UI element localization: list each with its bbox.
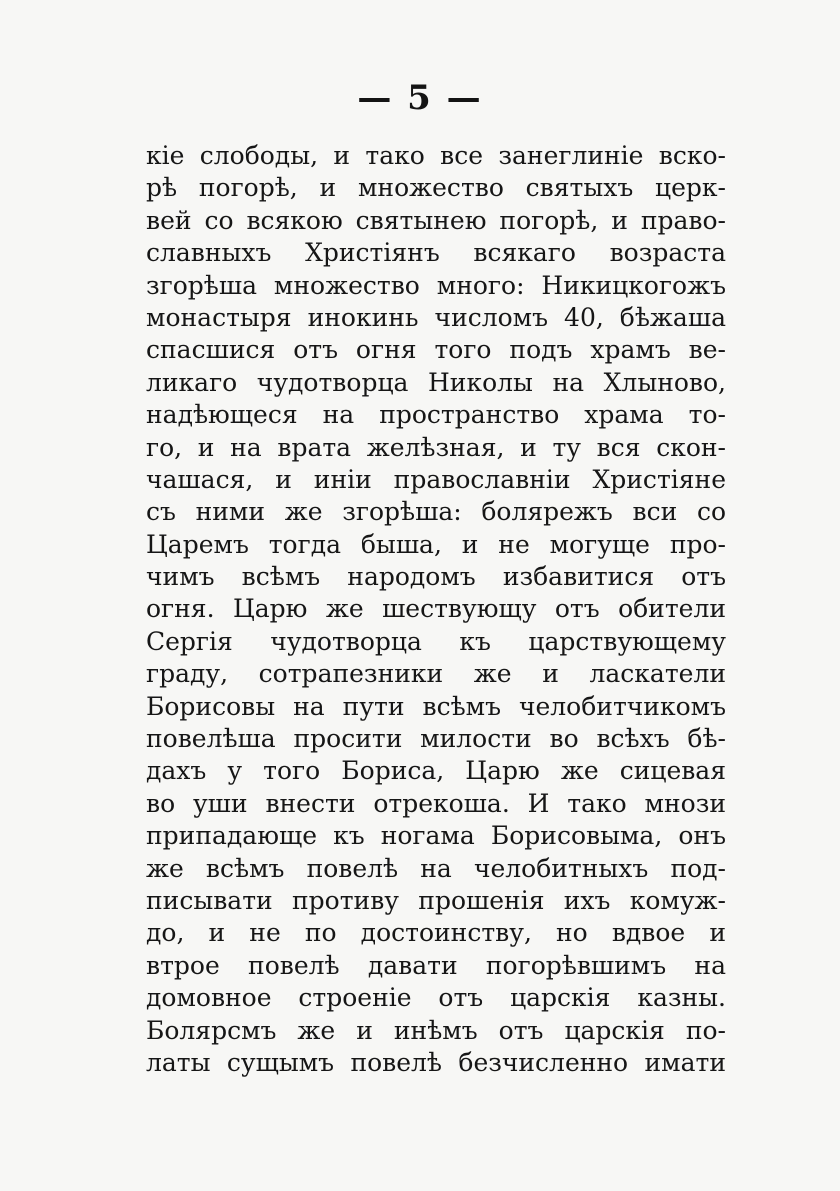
text-line: до, и не по достоинству, но вдвое и [146,918,726,948]
text-line: Болярсмъ же и инѣмъ отъ царскія по- [146,1015,726,1045]
text-line: повелѣша просити милости во всѣхъ бѣ- [146,724,726,754]
text-line: Борисовы на пути всѣмъ челобитчикомъ [146,691,726,721]
text-line: же всѣмъ повелѣ на челобитныхъ под- [146,853,726,883]
text-line: дахъ у того Бориса, Царю же сицевая [146,756,726,786]
text-line: го, и на врата желѣзная, и ту вся скон- [146,432,726,462]
text-line: славныхъ Христіянъ всякаго возраста [146,238,726,268]
text-line: кіе слободы, и тако все занеглиніе вско- [146,141,726,170]
text-line: съ ними же згорѣша: болярежъ вси со [146,497,726,527]
text-line: монастыря инокинь числомъ 40, бѣжаша [146,302,726,332]
text-line: Царемъ тогда быша, и не могуще про- [146,529,726,559]
text-line: домовное строеніе отъ царскія казны. [146,983,726,1013]
text-line: припадающе къ ногама Борисовыма, онъ [146,821,726,851]
text-line: граду, сотрапезники же и ласкатели [146,659,726,689]
text-line: чашася, и иніи православніи Христіяне [146,464,726,494]
text-line: вей со всякою святынею погорѣ, и право- [146,205,726,235]
text-line: рѣ погорѣ, и множество святыхъ церк- [146,173,726,203]
text-line: втрое повелѣ давати погорѣвшимъ на [146,950,726,980]
text-line: Сергія чудотворца къ царствующему [146,626,726,656]
text-line: чимъ всѣмъ народомъ избавитися отъ [146,562,726,592]
text-line: огня. Царю же шествующу отъ обители [146,594,726,624]
text-line: згорѣша множество много: Никицкогожъ [146,270,726,300]
text-line: спасшися отъ огня того подъ храмъ ве- [146,335,726,365]
text-line: во уши внести отрекоша. И тако мнози [146,788,726,818]
text-line: писывати противу прошенія ихъ комуж- [146,885,726,915]
text-line: ликаго чудотворца Николы на Хлыново, [146,367,726,397]
text-line: латы сущымъ повелѣ безчисленно имати [146,1047,726,1077]
page-number: — 5 — [357,78,483,118]
text-line: надѣющеся на пространство храма то- [146,400,726,430]
page-text [146,140,726,1079]
